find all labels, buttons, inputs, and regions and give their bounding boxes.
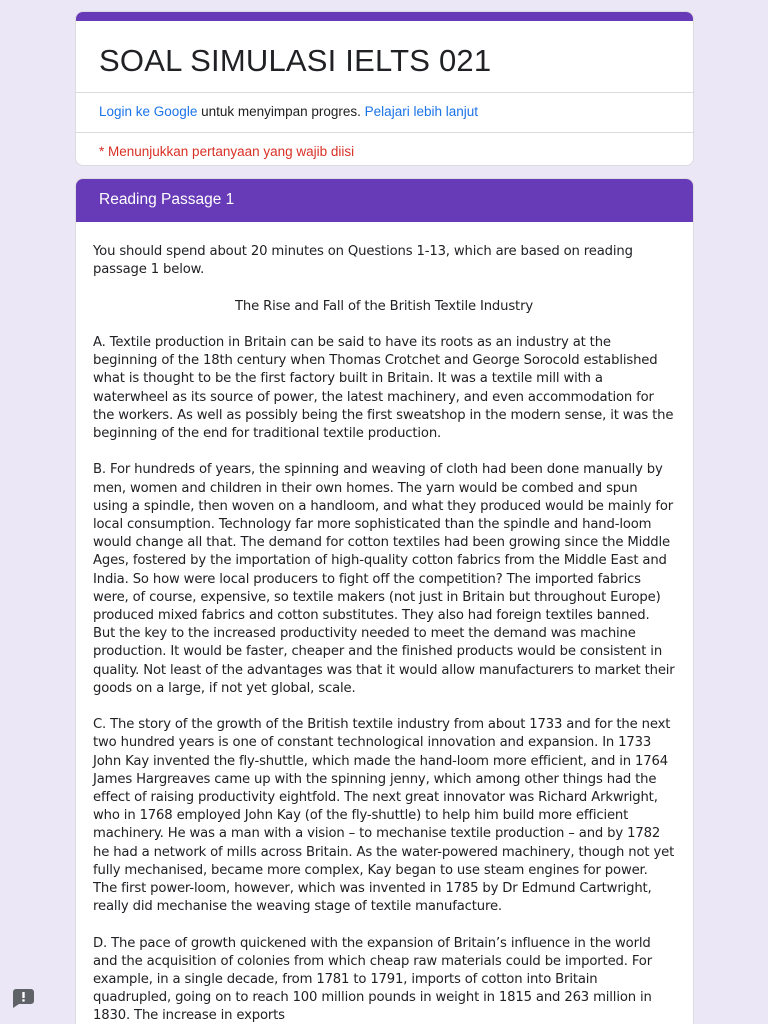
passage-paragraph-c: C. The story of the growth of the British textile industry from about 1733 and for the next two hundred years is one of constant technological innovation and expansion. In 1733 John Kay invented the fly-shuttle, which made the hand-loom more efficient, and in 1764 James Hargreaves came up with the spinning jenny, which among other things had the effect of raising productivity eightfold. The next great innovator was Richard Arkwright, who in 1768 employed John Kay (of the fly-shuttle) to help him build more efficient machinery. He was a man with a vision – to mechanise textile production – and by 1782 he had a network of mills across Britain. As the water-powered machinery, though not yet fully mechanised, became more complex, Kay began to use steam engines for power. The first power-loom, however, which was invented in 1785 by Dr Edmund Cartwright, really did mechanise the weaving stage of textile manufacture. [93, 717, 675, 915]
section-title: Reading Passage 1 [76, 179, 693, 222]
passage-title: The Rise and Fall of the British Textile Industry [234, 298, 534, 314]
login-link[interactable]: Login ke Google [99, 104, 198, 119]
section-description [76, 222, 693, 1024]
section-intro: You should spend about 20 minutes on Questions 1-13, which are based on reading passage 1 below. [93, 244, 633, 278]
passage-paragraph-b: B. For hundreds of years, the spinning and weaving of cloth had been done manually by men, women and children in their own homes. The yarn would be combed and spun using a spindle, then woven on a handloom, and what they produced would be mainly for local consumption. Technology far more sophisticated than the spindle and hand-loom would change all that. The demand for cotton textiles had been growing since the Middle Ages, fostered by the importation of high-quality cotton fabrics from the Middle East and India. So how were local producers to fight off the competition? The imported fabrics were, of course, expensive, so textile makers (not just in Britain but throughout Europe) produced mixed fabrics and cotton substitutes. They also had foreign textiles banned. But the key to the increased productivity needed to meet the demand was machine production. It would be faster, cheaper and the finished products would be consistent in quality. Not least of the advantages was that it would allow manufacturers to market their goods on a large, if not yet global, scale. [93, 462, 675, 696]
form-header-card [75, 11, 694, 166]
report-problem-icon[interactable] [13, 989, 34, 1008]
form-title: SOAL SIMULASI IELTS 021 [99, 43, 492, 78]
header-accent-bar [76, 12, 693, 21]
learn-more-link[interactable]: Pelajari lebih lanjut [364, 104, 478, 119]
required-note: * Menunjukkan pertanyaan yang wajib diisi [99, 144, 355, 159]
login-notice-text: untuk menyimpan progres. [197, 104, 365, 119]
passage-paragraph-a: A. Textile production in Britain can be said to have its roots as an industry at the beginning of the 18th century when Thomas Crotchet and George Sorocold established what is thought to be the first factory built in Britain. It was a textile mill with a waterwheel as its source of power, the latest machinery, and even accommodation for the workers. As well as possibly being the first sweatshop in the modern sense, it was the beginning of the end for traditional textile production. [93, 334, 674, 441]
report-problem-icon-svg [13, 989, 34, 1008]
passage-paragraph-d: D. The pace of growth quickened with the expansion of Britain’s influence in the world and the acquisition of colonies from which cheap raw materials could be imported. For example, in a single decade, from 1781 to 1791, imports of cotton into Britain quadrupled, going on to reach 100 million pounds in weight in 1815 and 263 million in 1830. The increase in exports [93, 935, 652, 1024]
login-notice [76, 93, 693, 132]
section-card [75, 178, 694, 1024]
